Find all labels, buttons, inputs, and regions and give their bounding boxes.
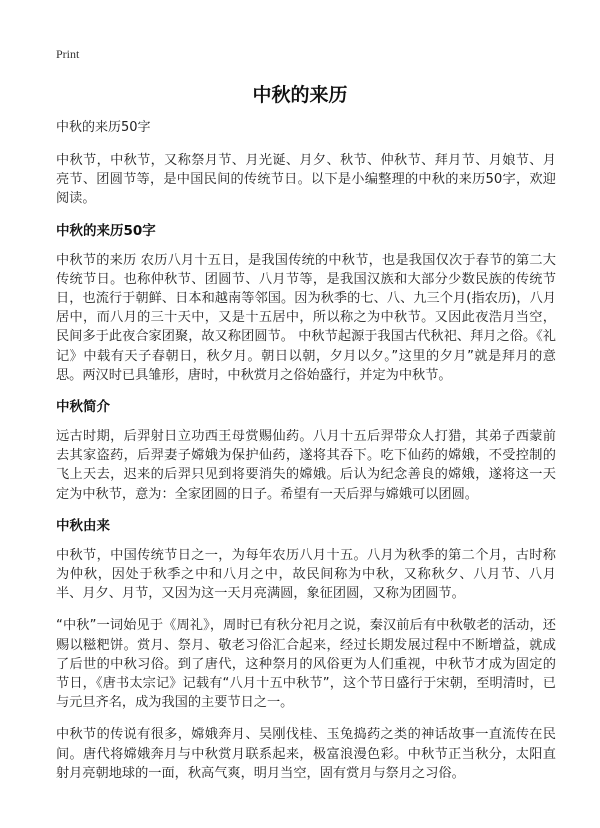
intro-paragraph: 中秋节，中秋节，又称祭月节、月光诞、月夕、秋节、仲秋节、拜月节、月娘节、月亮节、团圆节等，是中国民间的传统节日。以下是小编整理的中秋的来历50字，欢迎阅读。 [56, 153, 556, 207]
section-paragraph: 中秋节的来历 农历八月十五日，是我国传统的中秋节，也是我国仅次于春节的第二大传统节日。也称仲秋节、团圆节、八月节等，是我国汉族和大部分少数民族的传统节日，也流行于朝鲜、日本和越南等邻国。因为秋季的七、八、九三个月(指农历)，八月居中，而八月的三十天中，又是十五居中，所以称之为中秋节。又因此夜浩月当空，民间多于此夜合家团聚，故又称团圆节。 中秋节起源于我国古代秋祀、拜月之俗。《礼记》中载有天子春朝日，秋夕月。朝日以朝，夕月以夕。”这里的夕月”就是拜月的意思。两汉时已具雏形，唐时，中秋赏月之俗始盛行，并定为中秋节。 [56, 252, 556, 383]
print-link[interactable]: Print [56, 47, 80, 61]
section-paragraph: 中秋节的传说有很多，嫦娥奔月、吴刚伐桂、玉兔捣药之类的神话故事一直流传在民间。唐代将嫦娥奔月与中秋赏月联系起来，极富浪漫色彩。中秋节正当秋分，太阳直射月亮朝地球的一面，秋高气爽，明月当空，固有赏月与祭月之习俗。 [56, 727, 556, 781]
section-paragraph: 远古时期，后羿射日立功西王母赏赐仙药。八月十五后羿带众人打猎，其弟子西蒙前去其家盗药，后羿妻子嫦娥为保护仙药，遂将其吞下。吃下仙药的嫦娥，不受控制的飞上天去，迟来的后羿只见到将要消失的嫦娥。后认为纪念善良的嫦娥，遂将这一天定为中秋节，意为：全家团圆的日子。希望有一天后羿与嫦娥可以团圆。 [56, 429, 556, 502]
article-body [56, 118, 556, 796]
section-heading: 中秋简介 [56, 399, 110, 416]
section-heading: 中秋由来 [56, 517, 110, 534]
section-introduction [56, 398, 556, 504]
section-paragraph: “中秋”一词始见于《周礼》，周时已有秋分祀月之说，秦汉前后有中秋敬老的活动，还赐以糍粑饼。赏月、祭月、敬老习俗汇合起来，经过长期发展过程中不断增益，就成了后世的中秋习俗。到了唐代，这种祭月的风俗更为人们重视，中秋节才成为固定的节日，《唐书太宗记》记载有“八月十五中秋节”，这个节日盛行于宋朝，至明清时，已与元旦齐名，成为我国的主要节日之一。 [56, 618, 556, 711]
section-heading: 中秋的来历50字 [56, 222, 156, 239]
section-paragraph: 中秋节，中国传统节日之一，为每年农历八月十五。八月为秋季的第二个月，古时称为仲秋，因处于秋季之中和八月之中，故民间称为中秋，又称秋夕、八月节、八月半、月夕、月节，又因为这一天月亮满圆，象征团圆，又称为团圆节。 [56, 547, 556, 602]
page-title: 中秋的来历 [252, 84, 348, 106]
section-origin [56, 517, 556, 783]
article-subtitle: 中秋的来历50字 [56, 120, 151, 135]
section-origin-50 [56, 222, 556, 385]
